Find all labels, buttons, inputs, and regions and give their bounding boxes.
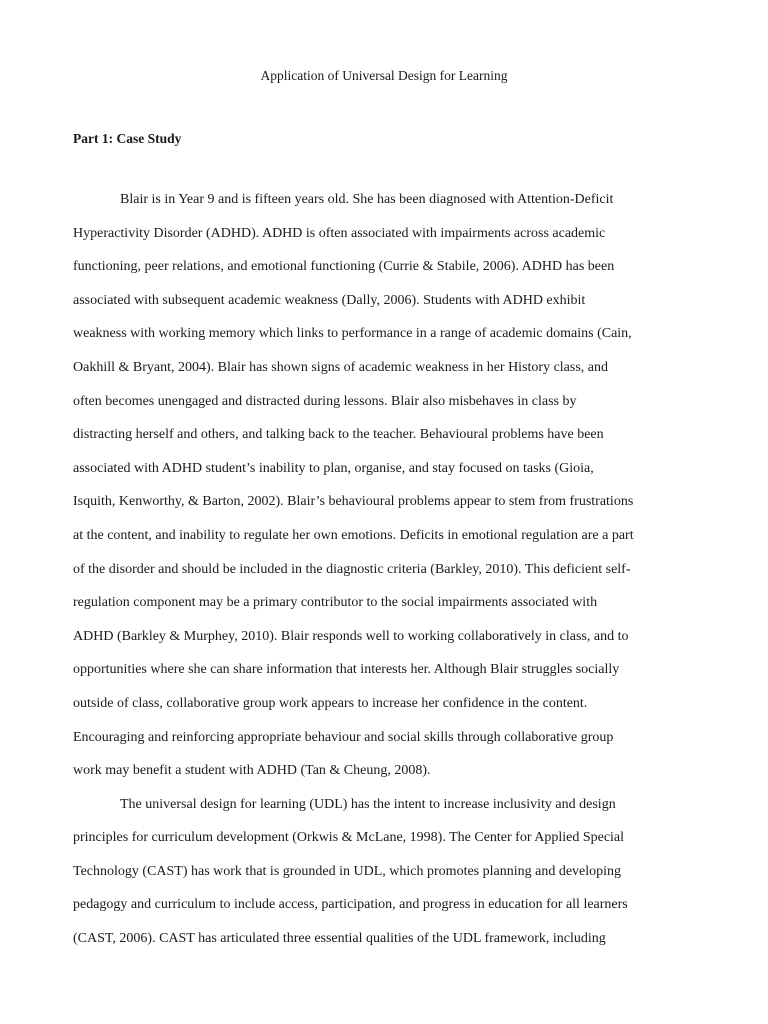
paragraph-line: Hyperactivity Disorder (ADHD). ADHD is often associated with impairments across academic <box>73 225 606 241</box>
paragraph-line: of the disorder and should be included in the diagnostic criteria (Barkley, 2010). This deficient self- <box>73 561 631 577</box>
paragraph-line: functioning, peer relations, and emotional functioning (Currie & Stabile, 2006). ADHD has been <box>73 259 615 275</box>
paragraph-line: Blair is in Year 9 and is fifteen years old. She has been diagnosed with Attention-Deficit <box>120 192 614 207</box>
paragraph-line: often becomes unengaged and distracted during lessons. Blair also misbehaves in class by <box>73 393 577 409</box>
paragraph-line: Technology (CAST) has work that is grounded in UDL, which promotes planning and developing <box>73 863 622 879</box>
paragraph-line: associated with subsequent academic weakness (Dally, 2006). Students with ADHD exhibit <box>73 292 586 308</box>
paragraph-line: at the content, and inability to regulate her own emotions. Deficits in emotional regulation are a part <box>73 527 634 543</box>
paragraph-line: weakness with working memory which links to performance in a range of academic domains (Cain, <box>73 326 632 342</box>
body-text <box>73 189 693 962</box>
paragraph <box>73 189 693 794</box>
paragraph-line: distracting herself and others, and talking back to the teacher. Behavioural problems have been <box>73 427 604 443</box>
paragraph-line: The universal design for learning (UDL) has the intent to increase inclusivity and design <box>120 796 616 812</box>
paragraph-line: regulation component may be a primary contributor to the social impairments associated with <box>73 595 598 611</box>
section-heading: Part 1: Case Study <box>73 131 182 146</box>
paragraph-line: ADHD (Barkley & Murphey, 2010). Blair responds well to working collaboratively in class, and to <box>73 628 629 644</box>
paragraph-line: principles for curriculum development (Orkwis & McLane, 1998). The Center for Applied Special <box>73 830 625 846</box>
paragraph-line: opportunities where she can share information that interests her. Although Blair struggles socially <box>73 662 620 678</box>
paragraph-line: pedagogy and curriculum to include access, participation, and progress in education for all learners <box>73 897 628 913</box>
paragraph <box>73 794 693 962</box>
paragraph-line: (CAST, 2006). CAST has articulated three essential qualities of the UDL framework, including <box>73 931 606 947</box>
paragraph-line: Isquith, Kenworthy, & Barton, 2002). Blair’s behavioural problems appear to stem from frustrations <box>73 494 634 510</box>
paragraph-line: Encouraging and reinforcing appropriate behaviour and social skills through collaborative group <box>73 729 614 745</box>
document-title: Application of Universal Design for Learning <box>260 68 508 83</box>
paragraph-line: associated with ADHD student’s inability to plan, organise, and stay focused on tasks (Gioia, <box>73 460 594 476</box>
paragraph-line: work may benefit a student with ADHD (Tan & Cheung, 2008). <box>73 763 431 779</box>
paragraph-line: Oakhill & Bryant, 2004). Blair has shown signs of academic weakness in her History class, and <box>73 359 609 375</box>
paragraph-line: outside of class, collaborative group work appears to increase her confidence in the content. <box>73 695 588 711</box>
